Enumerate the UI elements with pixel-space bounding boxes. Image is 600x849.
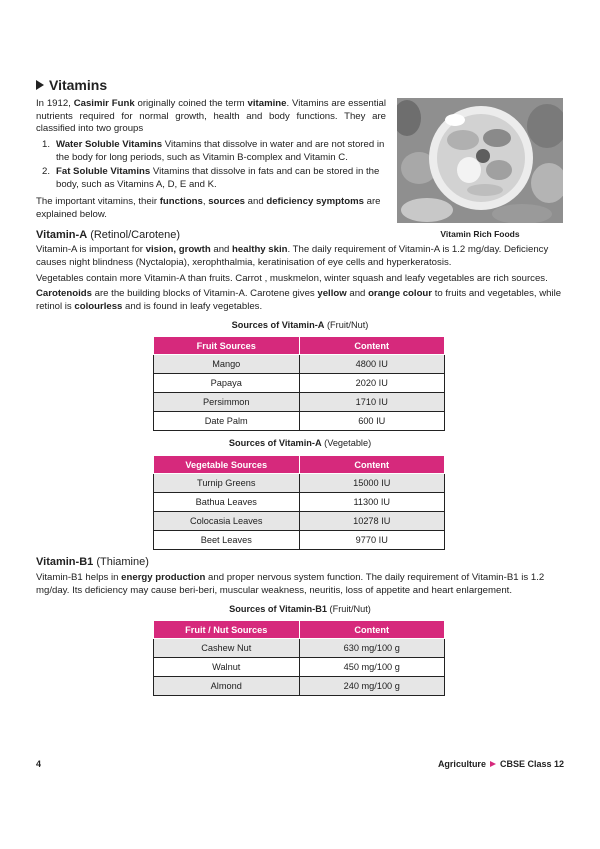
intro-text-1: In 1912, (36, 98, 74, 109)
table-cell: 450 mg/100 g (299, 658, 445, 677)
table-cell: Beet Leaves (154, 531, 300, 550)
section-heading (36, 77, 107, 93)
table-vitamin-b1 (153, 620, 445, 696)
list-number: 1. (42, 139, 51, 150)
table-header-row (154, 337, 445, 355)
va3-text-1: are the building blocks of Vitamin-A. Carotene gives (91, 288, 318, 299)
table-cell: 4800 IU (299, 355, 445, 374)
table-row (154, 412, 445, 431)
va3-bold-2: yellow (317, 288, 347, 299)
table-cell: Cashew Nut (154, 639, 300, 658)
table-cell: 600 IU (299, 412, 445, 431)
after-text-4: are explained below. (36, 196, 381, 220)
table2-title-text: Sources of Vitamin-A (228, 438, 322, 448)
vitamin-b1-heading (36, 556, 149, 568)
table-cell: 9770 IU (299, 531, 445, 550)
triangle-bullet-icon (36, 80, 44, 90)
list-text: Vitamins that dissolve in fats and can be stored in the body, such as Vitamins A, D, E and K. (56, 166, 380, 190)
after-list-paragraph (36, 196, 386, 221)
va-text-1: Vitamin-A is important for (36, 244, 146, 255)
table-cell: 1710 IU (299, 393, 445, 412)
intro-paragraph (36, 98, 386, 136)
table-cell: 15000 IU (299, 474, 445, 493)
footer-series: CBSE Class 12 (499, 759, 564, 769)
column-header: Fruit / Nut Sources (154, 621, 300, 639)
va3-text-3: to fruits and vegetables, while retinol is (36, 288, 562, 312)
table-cell: 240 mg/100 g (299, 677, 445, 696)
table-cell: 11300 IU (299, 493, 445, 512)
after-text-3: and (245, 196, 267, 207)
section-heading-text: Vitamins (49, 77, 108, 93)
intro-text-3: . Vitamins are essential nutrients required for normal growth, health and body functions. They are classified into two groups (36, 98, 387, 135)
photo-caption: Vitamin Rich Foods (440, 229, 520, 239)
table-cell: Walnut (154, 658, 300, 677)
va-bold-1: vision, growth (145, 244, 211, 255)
va3-bold-4: colourless (74, 300, 123, 312)
table-cell: Date Palm (154, 412, 300, 431)
vitamin-b1-title: Vitamin-B1 (36, 556, 94, 568)
table-row (154, 474, 445, 493)
table-row (154, 658, 445, 677)
table-cell: 2020 IU (299, 374, 445, 393)
list-item (42, 139, 386, 164)
table-row (154, 512, 445, 531)
table-row (154, 374, 445, 393)
column-header: Content (299, 337, 445, 355)
vitamin-a-paren: (Retinol/Carotene) (87, 229, 181, 241)
column-header: Vegetable Sources (154, 456, 300, 474)
table1-title (0, 320, 600, 330)
table-vitamin-a-fruit (153, 336, 445, 431)
table-header-row (154, 456, 445, 474)
table-cell: Colocasia Leaves (154, 512, 300, 531)
table-cell: Papaya (154, 374, 300, 393)
intro-bold-2: vitamine (247, 98, 287, 109)
table-cell: Bathua Leaves (154, 493, 300, 512)
column-header: Content (299, 456, 445, 474)
va-bold-2: healthy skin (232, 244, 288, 255)
table-cell: Mango (154, 355, 300, 374)
vitamin-a-title: Vitamin-A (36, 229, 88, 241)
column-header: Fruit Sources (154, 337, 300, 355)
va3-text-4: and is found in leafy vegetables. (122, 300, 263, 312)
vitamin-a-heading (36, 229, 180, 241)
table-vitamin-a-vegetable (153, 455, 445, 550)
vitamin-b1-paren: (Thiamine) (93, 556, 149, 568)
list-item (42, 166, 386, 191)
page-number: 4 (36, 759, 42, 769)
vb-text-1: Vitamin-B1 helps in (36, 572, 122, 583)
table3-title-paren: (Fruit/Nut) (326, 604, 371, 614)
list-bold: Water Soluble Vitamins (56, 139, 163, 150)
table-cell: Almond (154, 677, 300, 696)
column-header: Content (299, 621, 445, 639)
table-cell: 630 mg/100 g (299, 639, 445, 658)
table3-title-text: Sources of Vitamin-B1 (229, 604, 327, 614)
list-bold: Fat Soluble Vitamins (56, 166, 151, 178)
table1-title-paren: (Fruit/Nut) (324, 320, 369, 330)
table2-title (0, 438, 600, 448)
list-text: Vitamins that dissolve in water and are not stored in the body for long periods, such as Vitamin B-complex and Vitamin C. (56, 139, 385, 163)
va3-text-2: and (346, 288, 369, 299)
table-row (154, 355, 445, 374)
triangle-arrow-icon (490, 761, 496, 767)
va-text-3: . The daily requirement of Vitamin-A is 1.2 mg/day. Deficiency causes night blindness (Nyctalopia), xerophthalmia, keratinisation of eye cells and hyperkeratosis. (36, 244, 549, 268)
vitamin-groups-list (42, 139, 386, 193)
table3-title (0, 604, 600, 614)
after-bold-1: functions (159, 196, 203, 207)
va3-bold-3: orange colour (368, 288, 433, 299)
table-row (154, 393, 445, 412)
table1-title-text: Sources of Vitamin-A (231, 320, 325, 330)
after-bold-2: sources (208, 196, 246, 207)
footer-subject: Agriculture (437, 759, 486, 769)
intro-bold-1: Casimir Funk (73, 98, 135, 109)
table-header-row (154, 621, 445, 639)
table-row (154, 531, 445, 550)
intro-text-2: originally coined the term (134, 98, 248, 109)
after-bold-3: deficiency symptoms (266, 196, 364, 207)
list-number: 2. (42, 166, 51, 178)
table-cell: Persimmon (154, 393, 300, 412)
fruit-bowl-illustration (397, 98, 563, 223)
vitamin-a-paragraph-2: Vegetables contain more Vitamin-A than fruits. Carrot , muskmelon, winter squash and leafy vegetables are rich sources. (36, 273, 548, 284)
table-row (154, 677, 445, 696)
table-cell: 10278 IU (299, 512, 445, 531)
vb-text-2: and proper nervous system function. The daily requirement of Vitamin-B1 is 1.2 mg/day. Its deficiency may cause beri-beri, muscular weakness, neuritis, loss of appetite and heart enlargement. (36, 572, 545, 596)
va-text-2: and (210, 244, 233, 255)
footer-label (438, 759, 564, 769)
table-cell: Turnip Greens (154, 474, 300, 493)
va3-bold-1: Carotenoids (36, 288, 92, 299)
after-text-1: The important vitamins, their (36, 196, 160, 207)
table-row (154, 493, 445, 512)
vitamin-foods-photo (397, 98, 563, 223)
after-text-2: , (202, 196, 209, 207)
vitamin-a-paragraph-3 (36, 288, 564, 313)
table2-title-paren: (Vegetable) (321, 438, 372, 448)
table-row (154, 639, 445, 658)
vitamin-b1-paragraph (36, 572, 564, 597)
vitamin-a-paragraph-1 (36, 244, 564, 269)
vb-bold-1: energy production (121, 572, 206, 583)
